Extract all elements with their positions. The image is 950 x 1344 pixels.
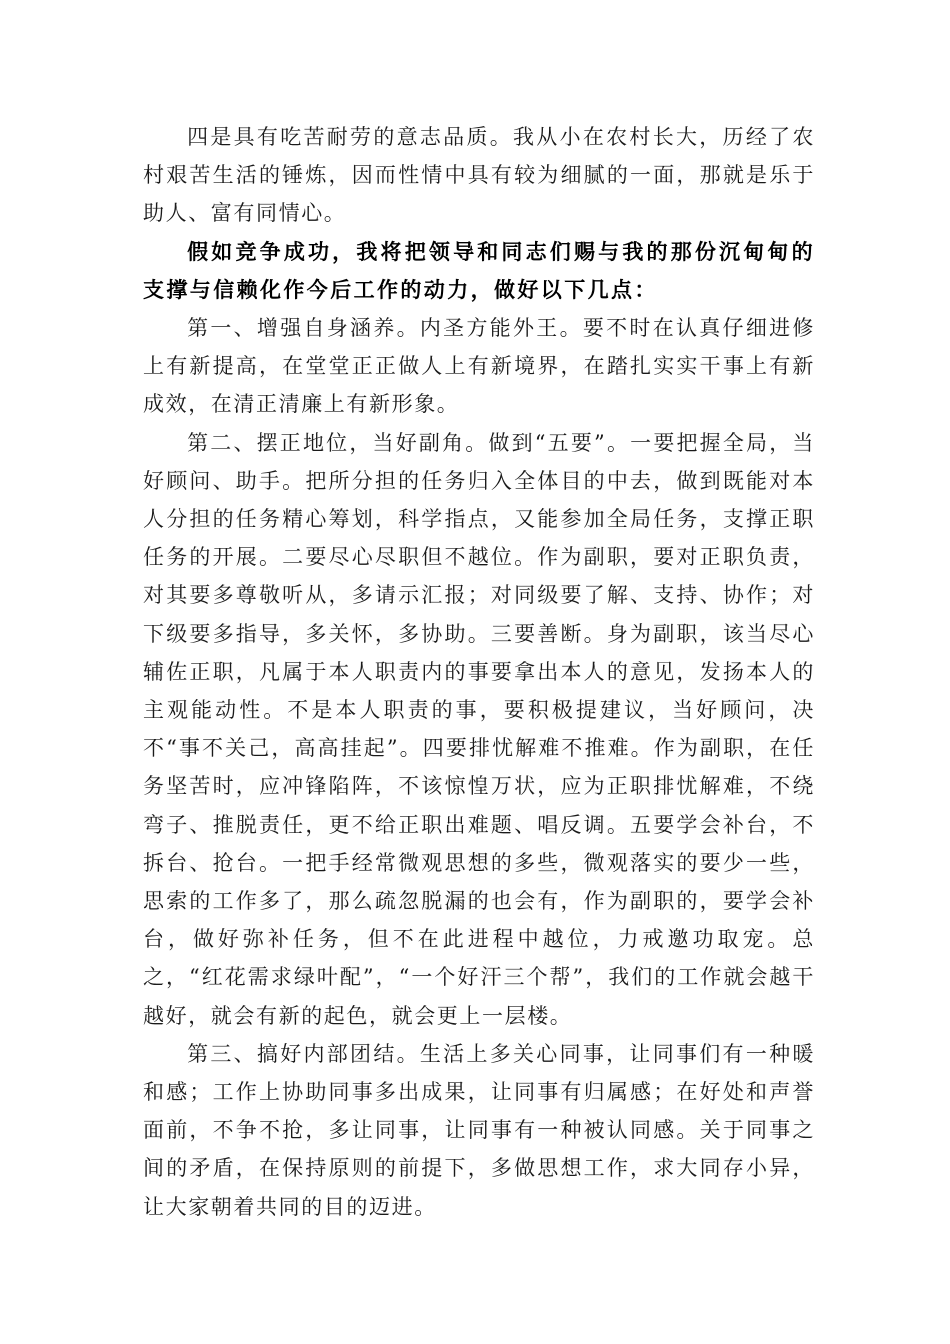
paragraph-quality: 四是具有吃苦耐劳的意志品质。我从小在农村长大，历经了农村艰苦生活的锤炼，因而性情中具有较为细腻的一面，那就是乐于助人、富有同情心。 bbox=[143, 125, 815, 226]
paragraph-point-three: 第三、搞好内部团结。生活上多关心同事，让同事们有一种暖和感；工作上协助同事多出成果，让同事有归属感；在好处和声誉面前，不争不抢，多让同事，让同事有一种被认同感。关于同事之间的矛盾，在保持原则的前提下，多做思想工作，求大同存小异，让大家朝着共同的目的迈进。 bbox=[143, 1041, 815, 1219]
paragraph-point-two: 第二、摆正地位，当好副角。做到“五要”。一要把握全局，当好顾问、助手。把所分担的任务归入全体目的中去，做到既能对本人分担的任务精心筹划，科学指点，又能参加全局任务，支撑正职任务的开展。二要尽心尽职但不越位。作为副职，要对正职负责，对其要多尊敬听从，多请示汇报；对同级要了解、支持、协作；对下级要多指导，多关怀，多协助。三要善断。身为副职，该当尽心辅佐正职，凡属于本人职责内的事要拿出本人的意见，发扬本人的主观能动性。不是本人职责的事，要积极提建议，当好顾问，决不“事不关己，高高挂起”。四要排忧解难不推难。作为副职，在任务坚苦时，应冲锋陷阵，不该惊惶万状，应为正职排忧解难，不绕弯子、推脱责任，更不给正职出难题、唱反调。五要学会补台，不拆台、抢台。一把手经常微观思想的多些，微观落实的要少一些，思索的工作多了，那么疏忽脱漏的也会有，作为副职的，要学会补台，做好弥补任务，但不在此进程中越位，力戒邀功取宠。总之，“红花需求绿叶配”，“一个好汗三个帮”，我们的工作就会越干越好，就会有新的起色，就会更上一层楼。 bbox=[143, 430, 815, 1028]
paragraph-point-one: 第一、增强自身涵养。内圣方能外王。要不时在认真仔细进修上有新提高，在堂堂正正做人上有新境界，在踏扎实实干事上有新成效，在清正清廉上有新形象。 bbox=[143, 316, 815, 417]
paragraph-commitment-heading: 假如竞争成功，我将把领导和同志们赐与我的那份沉甸甸的支撑与信赖化作今后工作的动力，做好以下几点： bbox=[143, 238, 815, 302]
document-body bbox=[143, 118, 815, 1226]
